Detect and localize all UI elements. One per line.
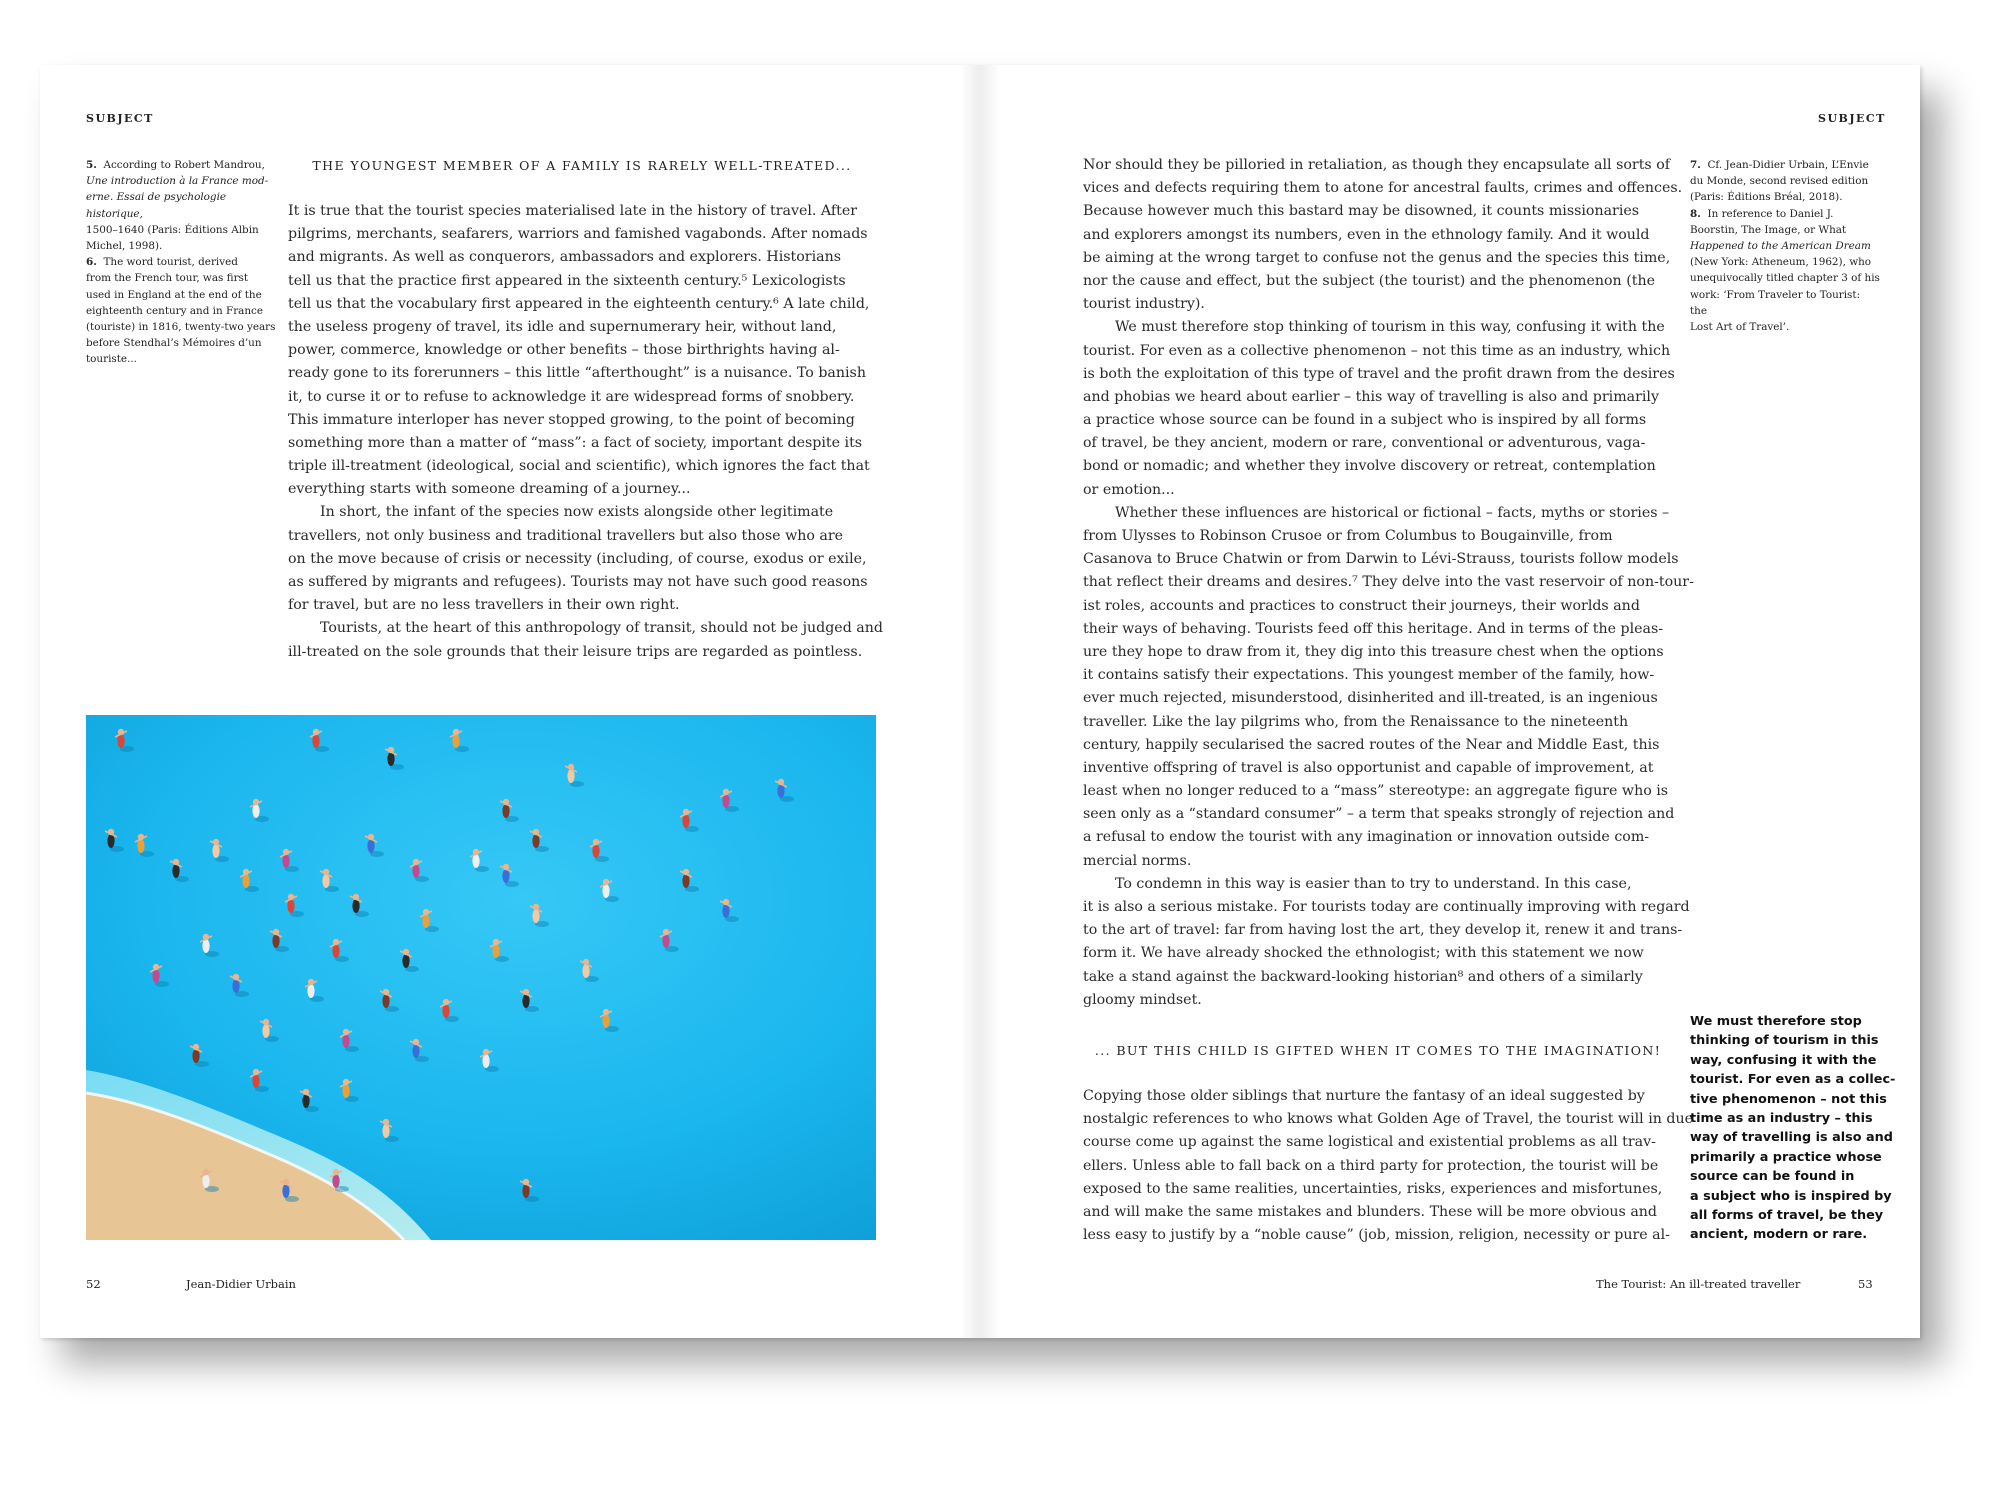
book-gutter bbox=[960, 65, 1000, 1338]
sidenote-line: (Paris: Éditions Bréal, 2018). bbox=[1690, 191, 1843, 204]
body-line: To condemn in this way is easier than to try to understand. In this case, bbox=[1115, 875, 1632, 892]
sidenote-line: eighteenth century and in France bbox=[86, 304, 264, 317]
body-line: It is true that the tourist species materialised late in the history of travel. After bbox=[288, 203, 858, 219]
body-line: something more than a matter of “mass”: a fact of society, important despite its bbox=[288, 434, 863, 451]
body-line: gloomy mindset. bbox=[1083, 991, 1202, 1008]
body-line: bond or nomadic; and whether they involve discovery or retreat, contemplation bbox=[1083, 458, 1656, 475]
body-line: take a stand against the backward-looking historian⁸ and others of a similarly bbox=[1083, 968, 1643, 985]
body-line: tell us that the vocabulary first appeared in the eighteenth century.⁶ A late child, bbox=[288, 295, 870, 312]
pull-quote-line: We must therefore stop bbox=[1690, 1014, 1862, 1029]
body-line: as suffered by migrants and refugees). Tourists may not have such good reasons bbox=[288, 574, 868, 590]
body-line: pilgrims, merchants, seafarers, warriors and famished vagabonds. After nomads bbox=[288, 226, 868, 243]
body-line: everything starts with someone dreaming of a journey... bbox=[288, 481, 691, 498]
body-line: the useless progeny of travel, its idle and supernumerary heir, without land, bbox=[288, 318, 837, 335]
body-line: Nor should they be pilloried in retaliation, as though they encapsulate all sorts of bbox=[1083, 157, 1670, 173]
body-line: is both the exploitation of this type of travel and the profit drawn from the desires bbox=[1083, 365, 1675, 382]
body-line: ellers. Unless able to fall back on a third party for protection, the tourist will be bbox=[1083, 1157, 1659, 1174]
sidenote-line: erne. Essai de psychologie historique, bbox=[86, 191, 227, 220]
body-line: travellers, not only business and traditional travellers but also those who are bbox=[288, 527, 844, 544]
sidenote-line: (New York: Atheneum, 1962), who bbox=[1690, 256, 1872, 269]
body-line: This immature interloper has never stopped growing, to the point of becoming bbox=[288, 411, 855, 428]
sidenote-7-first: 7. Cf. Jean-Didier Urbain, L’Envie bbox=[1690, 159, 1869, 171]
body-line: tourist. For even as a collective phenomenon – not this time as an industry, which bbox=[1083, 342, 1671, 359]
sidenote-6-first: 6. The word tourist, derived bbox=[86, 256, 238, 269]
body-line: from Ulysses to Robinson Crusoe or from Columbus to Bougainville, from bbox=[1083, 528, 1613, 544]
body-line: and migrants. As well as conquerors, ambassadors and explorers. Historians bbox=[288, 249, 842, 266]
beach-photo-svg bbox=[86, 715, 876, 1240]
sidenote-line: touriste... bbox=[86, 353, 137, 366]
body-line: In short, the infant of the species now exists alongside other legitimate bbox=[320, 504, 834, 521]
pull-quote-line: tourist. For even as a collec- bbox=[1690, 1072, 1896, 1088]
body-line: ure they hope to draw from it, they dig into this treasure chest when the options bbox=[1083, 643, 1664, 660]
right-page-number: 53 bbox=[1858, 1277, 1873, 1291]
body-line: vices and defects requiring them to atone for ancestral faults, crimes and offences. bbox=[1083, 180, 1683, 197]
sidenote-line: Boorstin, The Image, or What bbox=[1690, 223, 1847, 236]
body-line: seen only as a “standard consumer” – a term that speaks strongly of rejection and bbox=[1083, 806, 1675, 823]
pull-quote-line: primarily a practice whose bbox=[1690, 1149, 1882, 1165]
footer-title: The Tourist: An ill-treated traveller bbox=[1596, 1277, 1801, 1291]
left-body-text bbox=[288, 200, 898, 664]
body-line: Whether these influences are historical or fictional – facts, myths or stories – bbox=[1115, 504, 1670, 521]
sidenote-line: used in England at the end of the bbox=[86, 288, 262, 301]
body-line: on the move because of crisis or necessity (including, of course, exodus or exile, bbox=[288, 550, 867, 567]
body-line: form it. We have already shocked the ethnologist; with this statement we now bbox=[1083, 945, 1644, 962]
sidenote-5-first: 5. According to Robert Mandrou, bbox=[86, 159, 265, 171]
body-line: least when no longer reduced to a “mass” stereotype: an aggregate figure who is bbox=[1083, 783, 1669, 800]
sidenote-line: from the French tour, was first bbox=[86, 272, 249, 285]
body-line: tell us that the practice first appeared in the sixteenth century.⁵ Lexicologists bbox=[288, 272, 846, 289]
body-line: to the art of travel: far from having lost the art, they develop it, renew it and trans- bbox=[1083, 922, 1683, 939]
body-line: be aiming at the wrong target to confuse not the genus and the species this time, bbox=[1083, 249, 1671, 266]
sidenote-line: Happened to the American Dream bbox=[1690, 240, 1871, 253]
body-line: tourist industry). bbox=[1083, 296, 1205, 313]
body-line: and phobias we heard about earlier – this way of travelling is also and primarily bbox=[1083, 388, 1659, 405]
body-line: ist roles, accounts and practices to construct their journeys, their worlds and bbox=[1083, 597, 1640, 614]
body-line: ever much rejected, misunderstood, disinherited and ill-treated, is an ingenious bbox=[1083, 690, 1658, 707]
author-name: Jean-Didier Urbain bbox=[186, 1277, 296, 1291]
body-line: or emotion... bbox=[1083, 481, 1175, 498]
pull-quote bbox=[1690, 1012, 1896, 1245]
sidenote-line: 1500–1640 (Paris: Éditions Albin bbox=[86, 223, 259, 236]
pull-quote-line: all forms of travel, be they bbox=[1690, 1208, 1884, 1224]
body-line: exposed to the same realities, uncertainties, risks, experiences and misfortunes, bbox=[1083, 1180, 1663, 1197]
body-line: Casanova to Bruce Chatwin or from Darwin to Lévi-Strauss, tourists follow models bbox=[1083, 551, 1679, 568]
pull-quote-line: thinking of tourism in this bbox=[1690, 1033, 1879, 1049]
body-line: Tourists, at the heart of this anthropology of transit, should not be judged and bbox=[320, 620, 883, 637]
sidenote-line: du Monde, second revised edition bbox=[1690, 175, 1869, 188]
sidenote-line: work: ‘From Traveler to Tourist: the bbox=[1690, 288, 1861, 317]
sidenote-8-first: 8. In reference to Daniel J. bbox=[1690, 207, 1834, 220]
beach-photo bbox=[86, 715, 876, 1240]
left-sidenotes bbox=[86, 157, 286, 368]
body-line: and will make the same mistakes and blunders. These will be more obvious and bbox=[1083, 1203, 1658, 1220]
body-line: Because however much this bastard may be disowned, it counts missionaries bbox=[1083, 203, 1640, 220]
right-sidenotes bbox=[1690, 157, 1880, 335]
body-line: triple ill-treatment (ideological, social and scientific), which ignores the fact that bbox=[288, 458, 870, 475]
body-line: a practice whose source can be found in a subject who is inspired by all forms bbox=[1083, 412, 1647, 429]
pull-quote-line: way of travelling is also and bbox=[1690, 1130, 1893, 1146]
body-line: a refusal to endow the tourist with any imagination or innovation outside com- bbox=[1083, 829, 1650, 846]
right-running-head: SUBJECT bbox=[1818, 112, 1886, 125]
body-line: course come up against the same logistical and existential problems as all trav- bbox=[1083, 1134, 1656, 1151]
body-line: We must therefore stop thinking of tourism in this way, confusing it with the bbox=[1115, 319, 1665, 336]
body-line: and explorers amongst its numbers, even in the ethnology family. And it would bbox=[1083, 226, 1650, 243]
sidenote-line: (touriste) in 1816, twenty-two years bbox=[86, 321, 276, 334]
right-body-text-bottom bbox=[1083, 1085, 1694, 1247]
body-line: nor the cause and effect, but the subject (the tourist) and the phenomenon (the bbox=[1083, 272, 1655, 289]
sidenote-line: Lost Art of Travel’. bbox=[1690, 321, 1790, 334]
pull-quote-line: time as an industry – this bbox=[1690, 1111, 1873, 1127]
body-line: power, commerce, knowledge or other benefits – those birthrights having al- bbox=[288, 342, 840, 359]
body-line: that reflect their dreams and desires.⁷ They delve into the vast reservoir of non-tour- bbox=[1083, 574, 1694, 591]
sidenote-line: before Stendhal’s Mémoires d’un bbox=[86, 337, 262, 350]
body-line: their ways of behaving. Tourists feed off this heritage. And in terms of the pleas- bbox=[1083, 620, 1664, 637]
pull-quote-line: tive phenomenon – not this bbox=[1690, 1091, 1887, 1107]
right-section-heading: ... BUT THIS CHILD IS GIFTED WHEN IT COMES TO THE IMAGINATION! bbox=[1094, 1043, 1662, 1058]
body-line: nostalgic references to who knows what Golden Age of Travel, the tourist will in due bbox=[1083, 1111, 1694, 1128]
pull-quote-line: a subject who is inspired by bbox=[1690, 1188, 1892, 1204]
body-line: of travel, be they ancient, modern or rare, conventional or adventurous, vaga- bbox=[1083, 435, 1646, 452]
body-line: inventive offspring of travel is also opportunist and capable of improvement, at bbox=[1083, 759, 1654, 776]
body-line: it is also a serious mistake. For tourists today are continually improving with regard bbox=[1083, 899, 1690, 915]
left-page-number: 52 bbox=[86, 1277, 101, 1291]
right-body-text bbox=[1083, 154, 1694, 1012]
body-line: century, happily secularised the sacred routes of the Near and Middle East, this bbox=[1083, 736, 1660, 753]
pull-quote-line: source can be found in bbox=[1690, 1169, 1855, 1185]
body-line: Copying those older siblings that nurture the fantasy of an ideal suggested by bbox=[1083, 1088, 1645, 1104]
body-line: less easy to justify by a “noble cause” (job, mission, religion, necessity or pure al- bbox=[1083, 1227, 1670, 1244]
body-line: it contains satisfy their expectations. This youngest member of the family, how- bbox=[1083, 667, 1655, 684]
body-line: it, to curse it or to refuse to acknowledge it are widespread forms of snobbery. bbox=[288, 388, 855, 405]
body-line: mercial norms. bbox=[1083, 852, 1192, 869]
left-running-head: SUBJECT bbox=[86, 112, 154, 125]
body-line: traveller. Like the lay pilgrims who, from the Renaissance to the nineteenth bbox=[1083, 713, 1629, 730]
sidenote-line: unequivocally titled chapter 3 of his bbox=[1690, 272, 1880, 285]
body-line: ill-treated on the sole grounds that their leisure trips are regarded as pointless. bbox=[288, 643, 863, 660]
body-line: ready gone to its forerunners – this little “afterthought” is a nuisance. To banish bbox=[288, 365, 866, 382]
sidenote-line: Une introduction à la France mod- bbox=[86, 175, 269, 188]
body-line: for travel, but are no less travellers in their own right. bbox=[288, 597, 680, 614]
sidenote-line: Michel, 1998). bbox=[86, 240, 163, 253]
pull-quote-line: way, confusing it with the bbox=[1690, 1052, 1877, 1068]
left-section-heading: THE YOUNGEST MEMBER OF A FAMILY IS RARELY WELL-TREATED... bbox=[312, 158, 852, 173]
pull-quote-line: ancient, modern or rare. bbox=[1690, 1227, 1868, 1243]
